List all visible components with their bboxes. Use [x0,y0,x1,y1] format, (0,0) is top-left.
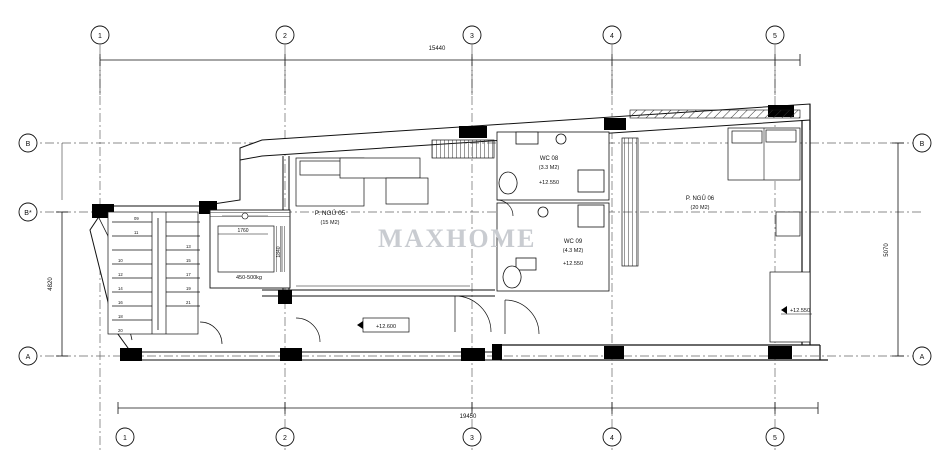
wc-08-shower [578,170,604,192]
grid-bubble-bottom-4-label: 4 [610,435,614,442]
wc-09-toilet-icon [503,266,521,288]
level-12550-balcony-label: +12.550 [789,308,811,314]
wc-08-area: (3.3 M2) [538,165,560,171]
level-marker-12600 [357,318,409,332]
bedroom-06-area: (20 M2) [690,205,710,211]
bedroom-05-name: P. NGỦ 05 [314,210,346,217]
bed-06-pillow-right [766,130,796,142]
svg-text:21: 21 [186,300,191,305]
wardrobe-06 [622,138,638,266]
svg-text:18: 18 [118,314,123,319]
grid-bubble-bottom-2-label: 2 [283,435,287,442]
svg-text:13: 13 [186,244,191,249]
wc-09-level: +12.550 [562,261,584,267]
grid-bubble-top-2-label: 2 [283,33,287,40]
elevator-door [210,210,290,220]
grid-bubbles-bottom [116,428,784,446]
door-wc-09[interactable] [505,300,539,334]
column-a-1 [120,348,142,361]
dim-bottom-total: 19450 [459,414,477,420]
column-a-mid [492,344,502,360]
grid-bubble-bottom-5-label: 5 [773,435,777,442]
column-a-2 [280,348,302,361]
watermark-maxhome: MAXHOME [378,224,537,253]
grid-bubble-left-Bstar-label: B* [24,210,32,217]
stair-width-dim: 1760 [237,228,249,234]
wc-08-floor-drain-icon [556,134,566,144]
bedroom-05-area: (15 M2) [320,220,340,226]
svg-text:12: 12 [118,272,123,277]
svg-text:14: 14 [118,286,123,291]
grid-bubble-top-5-label: 5 [773,33,777,40]
grid-bubble-bottom-1-label: 1 [123,435,127,442]
bedroom-06-name: P. NGỦ 06 [685,196,715,202]
grid-bubble-left-A-label: A [25,354,31,361]
grid-bubbles-right [913,134,931,365]
column-a-4 [604,346,624,359]
lift-capacity-label: 450-500kg [236,275,262,281]
wc-09-area: (4.3 M2) [562,248,584,254]
wc-09-name: WC 09 [563,239,583,245]
column-a-3 [461,348,485,361]
dim-left-total: 4820 [48,277,54,291]
svg-text:16: 16 [118,300,123,305]
level-12600-label: +12.600 [375,324,397,330]
column-mid-2 [278,290,292,304]
wc-08-toilet-icon [499,172,517,194]
wc-08-level: +12.550 [538,180,560,186]
wc-09-shower [578,205,604,227]
svg-text:15: 15 [186,258,191,263]
svg-text:17: 17 [186,272,191,277]
balcony-06 [770,272,810,342]
grid-bubbles-left [19,134,37,365]
dimension-chain-right [892,143,904,356]
svg-text:10: 10 [118,258,123,263]
dimension-chain-top [100,54,800,95]
grid-bubble-right-A-label: A [919,354,925,361]
grid-bubbles-top [91,26,784,44]
column-a-5 [768,346,792,359]
svg-text:09: 09 [134,216,139,221]
wc-09-floor-drain-icon [538,207,548,217]
dim-right-total: 5070 [884,243,890,257]
desk-05 [340,158,420,178]
door-stair[interactable] [200,322,222,344]
wc-08-basin [516,132,538,144]
grid-bubble-left-B-label: B [25,141,31,148]
grid-bubble-top-3-label: 3 [470,33,474,40]
grid-bubble-bottom-3-label: 3 [470,435,474,442]
svg-text:11: 11 [134,230,139,235]
door-bedroom-05[interactable] [455,296,491,332]
wardrobe-05 [432,140,494,158]
dim-top-total: 15440 [428,46,446,52]
elevator-center-icon [242,213,248,219]
wc-08-name: WC 08 [539,156,559,162]
svg-text:20: 20 [118,328,123,333]
level-marker-12550-balcony [781,306,812,314]
bed-06-pillow-left [732,131,762,143]
stair-depth-dim: 1840 [276,246,282,258]
grid-bubble-right-B-label: B [919,141,925,148]
dimension-chain-left [56,143,68,356]
column-top-4 [604,118,626,130]
grid-bubble-top-1-label: 1 [98,33,102,40]
table-05 [386,178,428,204]
grid-bubble-top-4-label: 4 [610,33,614,40]
dimension-chain-bottom [118,402,818,414]
facade-hatch-strip [630,110,800,118]
column-top-3 [459,126,487,138]
wc-09-basin [516,258,536,270]
door-hall[interactable] [296,318,320,342]
svg-text:19: 19 [186,286,191,291]
nightstand-06 [776,212,800,236]
